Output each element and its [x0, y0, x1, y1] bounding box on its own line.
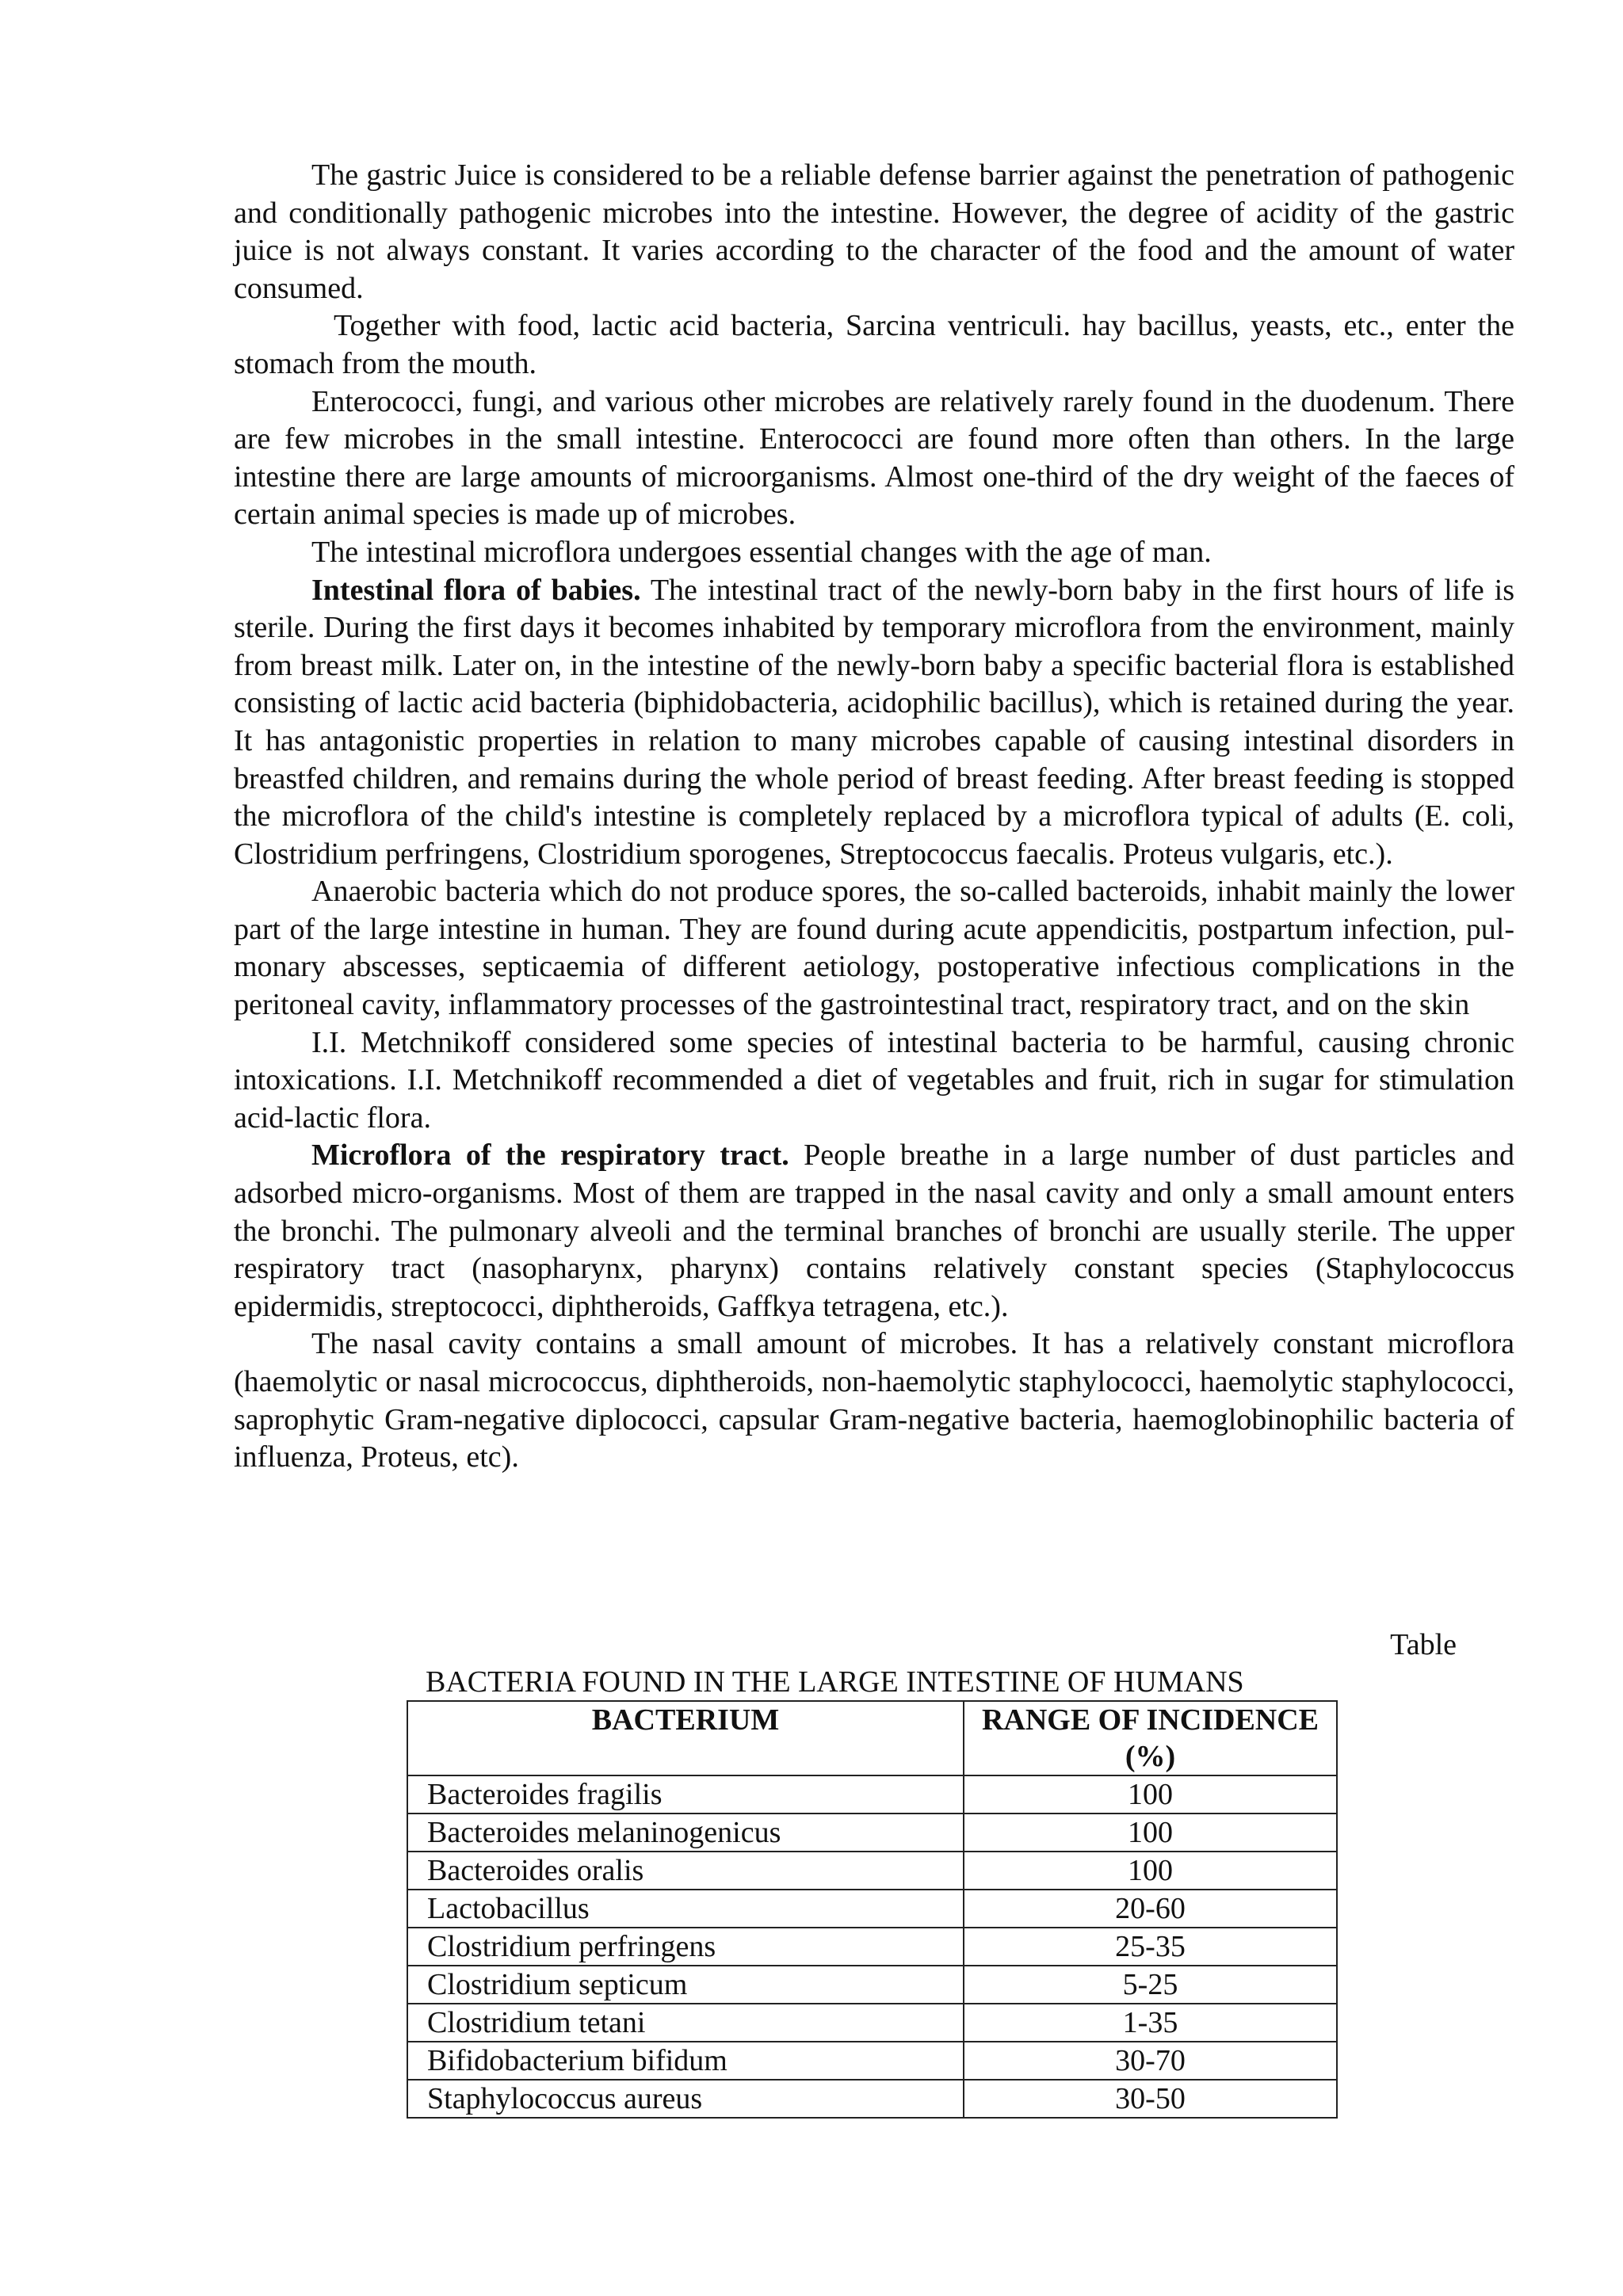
incidence-value: 5-25	[964, 1966, 1337, 2004]
header-range-of-incidence: RANGE OF INCIDENCE (%)	[964, 1701, 1337, 1775]
incidence-value: 1-35	[964, 2004, 1337, 2042]
header-bacterium: BACTERIUM	[407, 1701, 964, 1775]
paragraph-respiratory-tract: Microflora of the respiratory tract. People breathe in a large number of dust particles and adsorbed micro-organisms. Most of them are trapped in the nasal cavity and only a small amount enters the bronchi. The pulmonary alveoli and the terminal branches of bronchi are usually sterile. The upper respiratory tract (nasopharynx, pharynx) contains relatively constant species (Staphylococcus epidermidis, streptococci, diphtheroids, Gaffkya tetragena, etc.).	[234, 1138, 1515, 1323]
paragraph-metchnikoff: I.I. Metchnikoff considered some species of intestinal bacteria to be harmful, causing chronic intoxications. I.I. Metchnikoff recommended a diet of vegetables and fruit, rich in sugar for stimulation acid-lactic flora.	[234, 1025, 1514, 1135]
paragraph-anaerobic-bacteria: Anaerobic bacteria which do not produce spores, the so-called bacteroids, inhabit mainly the lower part of the large intestine in human. They are found during acute appendicitis, postpartum infection, pul- monary abscesses, septicaemia of different aetiology, postoperative infectious complications in the peritoneal cavity, inflammatory processes of the gastrointestinal tract, respiratory tract, and on the skin	[234, 875, 1514, 1022]
heading-babies-flora: Intestinal flora of babies.	[311, 573, 641, 607]
paragraph-enterococci: Enterococci, fungi, and various other microbes are relatively rarely found in the duodenum. There are few microbes in the small intestine. Enterococci are found more often than others. In the large intestine there are large amounts of microorganisms. Almost one-third of the dry weight of the faeces of certain animal species is made up of microbes.	[234, 384, 1514, 532]
table-row	[407, 2080, 1337, 2118]
paragraph-babies-flora: Intestinal flora of babies. The intestinal tract of the newly-born baby in the first hours of life is sterile. During the first days it becomes inhabited by temporary microflora from the environment, mainly from breast milk. Later on, in the intestine of the newly-born baby a specific bacterial flora is established consisting of lactic acid bacteria (biphidobacteria, acidophilic bacillus), which is retained during the year. It has antagonistic properties in relation to many microbes capable of causing intestinal disorders in breastfed children, and remains during the whole period of breast feeding. After breast feeding is stopped the microflora of the child's intestine is completely replaced by a microflora typical of adults (E. coli, Clostridium perfringens, Clostridium sporogenes, Streptococcus faecalis. Proteus vulgaris, etc.).	[234, 573, 1514, 871]
bacterium-name: Clostridium perfringens	[407, 1928, 964, 1966]
incidence-value: 30-70	[964, 2042, 1337, 2080]
table-caption: Table	[1390, 1628, 1457, 1661]
bacterium-name: Bacteroides melaninogenicus	[407, 1814, 964, 1852]
table-row	[407, 2004, 1337, 2042]
paragraph-food-bacteria: Together with food, lactic acid bacteria, Sarcina ventriculi. hay bacillus, yeasts, etc., enter the stomach from the mouth.	[234, 309, 1514, 380]
heading-respiratory-tract: Microflora of the respiratory tract.	[311, 1138, 789, 1173]
table-row	[407, 1890, 1337, 1928]
paragraph-age-changes: The intestinal microflora undergoes essential changes with the age of man.	[311, 535, 1212, 569]
incidence-value: 20-60	[964, 1890, 1337, 1928]
paragraph-gastric-juice: The gastric Juice is considered to be a reliable defense barrier against the penetration of pathogenic and conditionally pathogenic microbes into the intestine. However, the degree of acidity of the gastric juice is not always constant. It varies according to the character of the food and the amount of water consumed.	[234, 158, 1514, 305]
bacterium-name: Bacteroides oralis	[407, 1852, 964, 1890]
table-header-row	[407, 1701, 1337, 1775]
incidence-value: 30-50	[964, 2080, 1337, 2118]
table-row	[407, 1814, 1337, 1852]
table-row	[407, 2042, 1337, 2080]
bacterium-name: Staphylococcus aureus	[407, 2080, 964, 2118]
incidence-value: 25-35	[964, 1928, 1337, 1966]
bacterium-name: Clostridium septicum	[407, 1966, 964, 2004]
table-row	[407, 1966, 1337, 2004]
table-body	[407, 1775, 1337, 2118]
bacterium-name: Lactobacillus	[407, 1890, 964, 1928]
bacterium-name: Bacteroides fragilis	[407, 1775, 964, 1814]
table-title: BACTERIA FOUND IN THE LARGE INTESTINE OF HUMANS	[426, 1665, 1244, 1699]
body-text	[234, 157, 1514, 1477]
table-row	[407, 1928, 1337, 1966]
bacterium-name: Bifidobacterium bifidum	[407, 2042, 964, 2080]
table-row	[407, 1775, 1337, 1814]
paragraph-nasal-cavity: The nasal cavity contains a small amount of microbes. It has a relatively constant microflora (haemolytic or nasal micrococcus, diphtheroids, non-haemolytic staphylococci, haemolytic staphylococci, saprophytic Gram-negative diplococci, capsular Gram-negative bacteria, haemoglobinophilic bacteria of influenza, Proteus, etc).	[234, 1327, 1514, 1474]
incidence-value: 100	[964, 1775, 1337, 1814]
incidence-value: 100	[964, 1814, 1337, 1852]
bacterium-name: Clostridium tetani	[407, 2004, 964, 2042]
table-row	[407, 1852, 1337, 1890]
incidence-value: 100	[964, 1852, 1337, 1890]
bacteria-table	[407, 1700, 1338, 2119]
